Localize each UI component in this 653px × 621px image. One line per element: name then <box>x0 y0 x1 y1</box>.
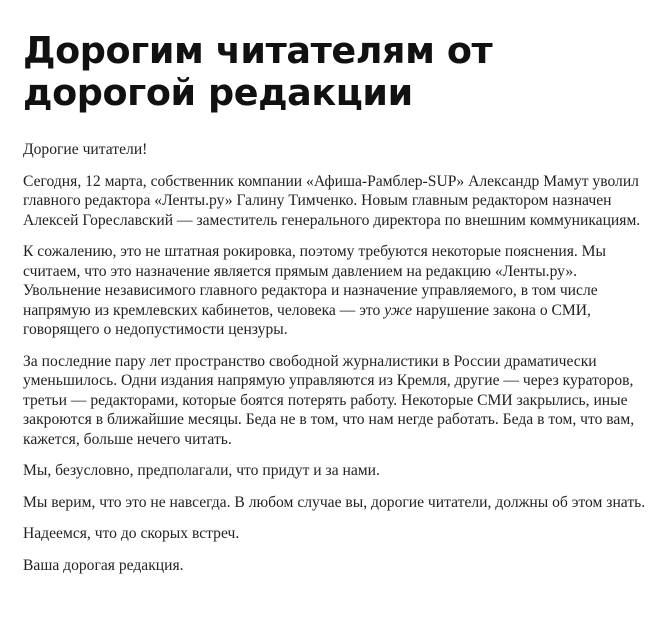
article-body <box>23 140 648 575</box>
article <box>23 30 648 585</box>
paragraph-explanation-text: К сожалению, это не штатная рокировка, поэтому требуются некоторые пояснения. Мы считаем, что это назначение является прямым давлением на редакцию «Ленты.ру». Увольнение независимого главного редактора и назначение управляемого, в том числе напрямую из кремлевских кабинетов, человека — это <box>23 243 607 319</box>
paragraph-signature: Ваша дорогая редакция. <box>23 556 184 574</box>
paragraph-dismissal: Сегодня, 12 марта, собственник компании «Афиша-Рамблер-SUP» Александр Мамут уволил главного редактора «Ленты.ру» Галину Тимченко. Новым главным редактором назначен Алексей Гореславский — заместитель генерального директора по внешним коммуникациям. <box>23 172 641 229</box>
paragraph-journalism: За последние пару лет пространство свободной журналистики в России драматически уменьшилось. Одни издания напрямую управляются из Кремля, другие — через кураторов, третьи — редакторами, которые боятся потерять работу. Некоторые СМИ закрылись, иные закроются в ближайшие месяцы. Беда не в том, что нам негде работать. Беда в том, что вам, кажется, больше нечего читать. <box>23 352 635 448</box>
paragraph-expected: Мы, безусловно, предполагали, что придут и за нами. <box>23 462 380 479</box>
paragraph-explanation-tail: нарушение закона о СМИ, говорящего о недопустимости цензуры. <box>23 301 591 338</box>
paragraph-explanation-emphasis: уже <box>384 301 412 319</box>
paragraph-belief: Мы верим, что это не навсегда. В любом случае вы, дорогие читатели, должны об этом знать. <box>23 493 646 511</box>
paragraph-explanation <box>23 242 648 340</box>
article-title: Дорогим читателям от дорогой редакции <box>23 29 493 114</box>
paragraph-greeting: Дорогие читатели! <box>23 141 148 158</box>
paragraph-hope: Надеемся, что до скорых встреч. <box>23 525 240 542</box>
